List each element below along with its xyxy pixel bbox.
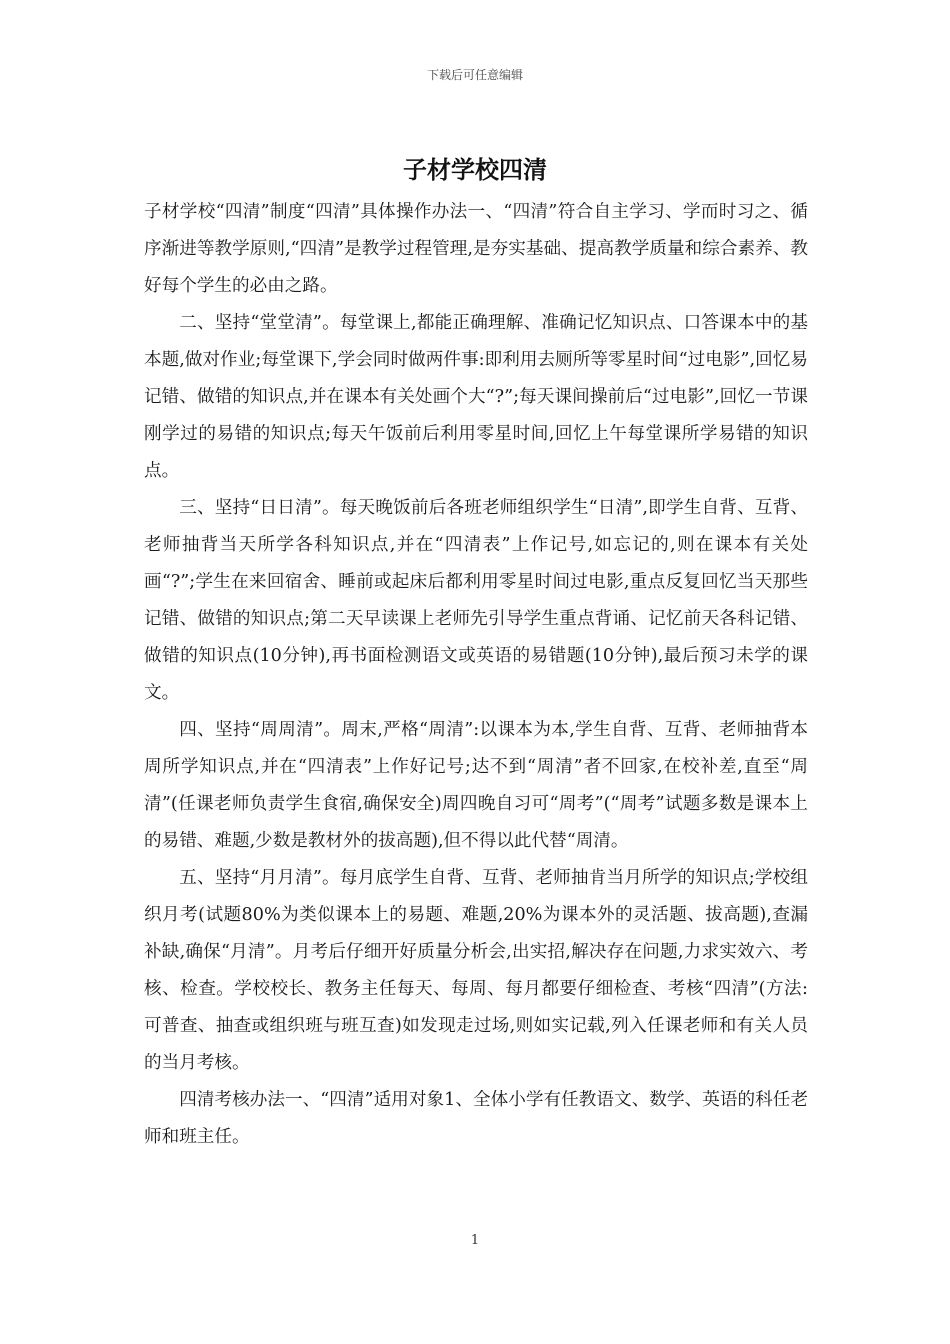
page-number: 1 [470, 1233, 480, 1248]
paragraph-daily-clear: 三、坚持“日日清”。每天晚饭前后各班老师组织学生“日清”,即学生自背、互背、老师抽背当天所学各科知识点,并在“四清表”上作记号,如忘记的,则在课本有关处画“?”;学生在来回宿舍、睡前或起床后都利用零星时间过电影,重点反复回忆当天那些记错、做错的知识点;第二天早读课上老师先引导学生重点背诵、记忆前天各科记错、做错的知识点(10分钟),再书面检测语文或英语的易错题(10分钟),最后预习未学的课文。 [144, 498, 808, 703]
paragraph-class-clear: 二、坚持“堂堂清”。每堂课上,都能正确理解、准确记忆知识点、口答课本中的基本题,做对作业;每堂课下,学会同时做两件事:即利用去厕所等零星时间“过电影”,回忆易记错、做错的知识点,并在课本有关处画个大“?”;每天课间操前后“过电影”,回忆一节课刚学过的易错的知识点;每天午饭前后利用零星时间,回忆上午每堂课所学易错的知识点。 [144, 313, 808, 481]
paragraph-assessment: 四清考核办法一、“四清”适用对象1、全体小学有任教语文、数学、英语的科任老师和班主任。 [144, 1090, 808, 1147]
page-header: 下载后可任意编辑 [426, 68, 523, 82]
paragraph-weekly-clear: 四、坚持“周周清”。周末,严格“周清”:以课本为本,学生自背、互背、老师抽背本周所学知识点,并在“四清表”上作好记号;达不到“周清”者不回家,在校补差,直至“周清”(任课老师负责学生食宿,确保安全)周四晚自习可“周考”(“周考”试题多数是课本上的易错、难题,少数是教材外的拔高题),但不得以此代替“周清。 [144, 720, 808, 851]
document-body [144, 194, 808, 1156]
document-title: 子材学校四清 [403, 156, 547, 184]
paragraph-monthly-clear: 五、坚持“月月清”。每月底学生自背、互背、老师抽肯当月所学的知识点;学校组织月考(试题80%为类似课本上的易题、难题,20%为课本外的灵活题、拔高题),查漏补缺,确保“月清”。月考后仔细开好质量分析会,出实招,解决存在问题,力求实效六、考核、检查。学校校长、教务主任每天、每周、每月都要仔细检查、考核“四清”(方法:可普查、抽查或组织班与班互查)如发现走过场,则如实记载,列入任课老师和有关人员的当月考核。 [144, 868, 808, 1073]
paragraph-intro: 子材学校“四清”制度“四清”具体操作办法一、“四清”符合自主学习、学而时习之、循序渐进等教学原则,“四清”是教学过程管理,是夯实基础、提高教学质量和综合素养、教好每个学生的必由之路。 [144, 202, 808, 296]
